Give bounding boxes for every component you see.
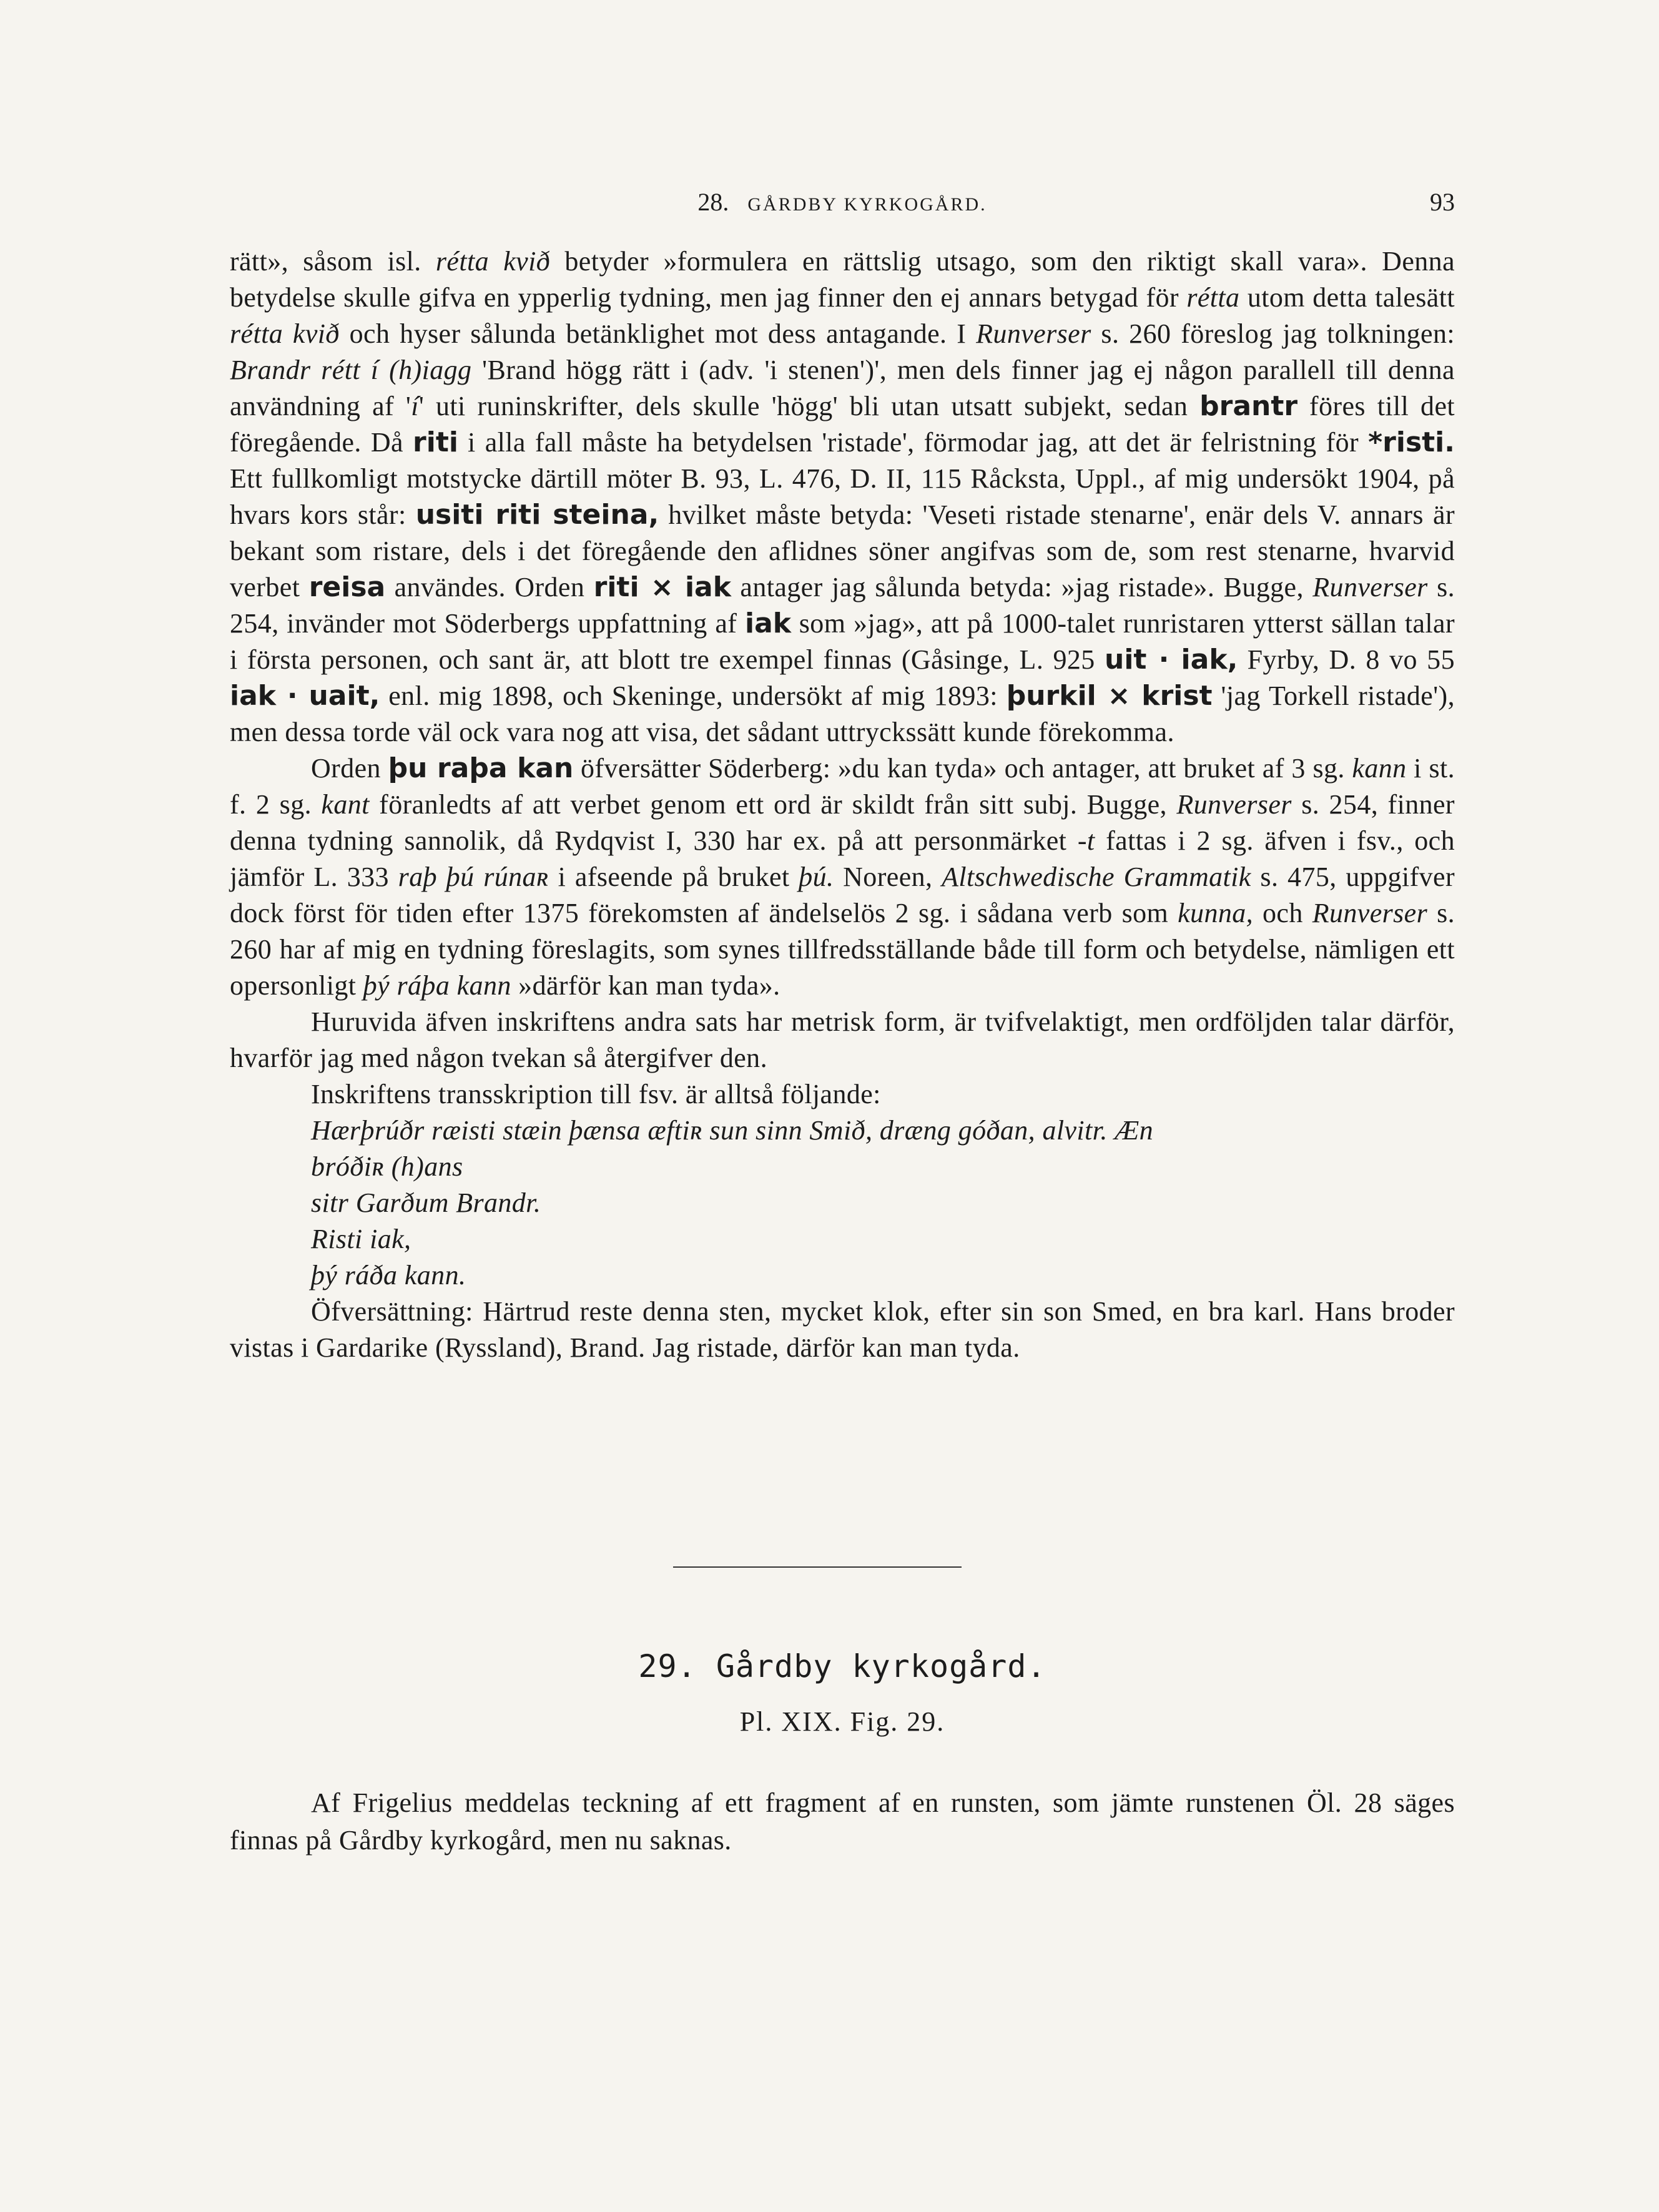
text-run: hvilket måste betyda: 'Veseti ristade stenarne', enär dels V. annars är bekant som ristare, dels i det föregående den aflidnes söner angifvas som de, som rest stenarne, hvarvid verbet [230,499,1455,602]
runic-transliteration: riti × iak [593,571,732,603]
italic-term: Runverser [1312,572,1428,602]
italic-term: kunna, [1178,898,1254,928]
text-run: och [1253,898,1312,928]
transcription-line: sitr Garðum Brandr. [311,1187,541,1218]
italic-term: raþ þú rúnaʀ [398,862,549,892]
text-run: Noreen, [834,862,942,892]
text-run: antager jag sålunda betyda: »jag ristade». Bugge, [731,572,1313,602]
italic-term: rétta kvið [230,318,340,349]
italic-term: í [411,391,419,421]
transcription-line: bróðiʀ (h)ans [311,1151,463,1182]
text-run: användes. Orden [385,572,594,602]
text-run: och hyser sålunda betänklighet mot dess antagande. I [339,318,977,349]
header-title-text: GÅRDBY KYRKOGÅRD. [747,194,987,215]
text-run: i alla fall måste ha betydelsen 'ristade', förmodar jag, att det är felristning för [458,427,1369,458]
header-section-number: 28. [697,188,729,216]
text-run: betyder »formulera en rättslig utsago, som den riktigt skall vara». Denna betydelse skulle gifva en ypperlig tydning, men jag finner den ej annars betygad för [230,246,1455,313]
paragraph-2 [230,750,1455,1004]
text-run: öfversätter Söderberg: »du kan tyda» och antager, att bruket af 3 sg. [573,753,1352,784]
transcription-line: þý ráða kann. [311,1260,466,1290]
text-run: rätt», såsom isl. [230,246,436,277]
runic-transliteration: *risti. [1368,426,1455,458]
italic-term: kann [1352,753,1407,784]
italic-term: Runverser [1312,898,1428,928]
italic-term: Runverser [1176,789,1292,820]
text-run: 'jag Torkell ristade'), men dessa torde väl ock vara nog att visa, det sådant uttryckssätt kunde förekomma. [230,681,1455,747]
italic-term: Altschwedische Grammatik [942,862,1251,892]
runic-transliteration: þurkil × krist [1006,680,1213,712]
translation-label: Öfversättning: [311,1296,473,1327]
runic-transliteration: uit · iak, [1105,644,1238,676]
text-run: s. 254, finner denna tydning sannolik, då Rydqvist I, 330 har ex. på att personmärket [230,789,1455,856]
runic-transliteration: iak · uait, [230,680,380,712]
text-run: s. 260 föreslog jag tolkningen: [1091,318,1455,349]
runic-transliteration: iak [745,607,792,639]
text-run: Inskriftens transskription till fsv. är alltså följande: [311,1079,881,1109]
text-run: Fyrby, D. 8 vo 55 [1238,644,1455,675]
italic-term: þý ráþa kann [363,970,511,1001]
italic-term: -t [1077,825,1095,856]
running-header [230,187,1455,225]
text-run: enl. mig 1898, och Skeninge, undersökt af mig 1893: [380,681,1007,711]
italic-term: kant [321,789,370,820]
text-run: fattas i 2 sg. äfven i fsv., och jämför L. 333 [230,825,1455,892]
italic-term: Brandr rétt í (h)iagg [230,355,472,385]
italic-term: Runverser [976,318,1091,349]
main-text [230,243,1455,1366]
transcription-block [230,1113,1455,1294]
text-run: som »jag», att på 1000-talet runristaren ytterst sällan talar i första personen, och sant är, att blott tre exempel finnas (Gåsinge, L. 925 [230,608,1455,675]
text-run: s. 260 har af mig en tydning föreslagits, som synes tillfredsställande både till form och betydelse, nämligen ett opersonligt [230,898,1455,1001]
section-29-title: 29. Gårdby kyrkogård. [638,1648,1046,1684]
text-run: 'Brand högg rätt i (adv. 'i stenen')', men dels finner jag ej någon parallell till denna användning af ' [230,355,1455,421]
paragraph-4 [230,1076,1455,1113]
transcription-line: Hærþrúðr ræisti stæin þænsa æftiʀ sun sinn Smið, dræng góðan, alvitr. Æn [311,1115,1154,1146]
text-run: Orden [311,753,388,784]
section-29-body [230,1784,1455,1859]
text-run: Huruvida äfven inskriftens andra sats har metrisk form, är tvifvelaktigt, men ordföljden talar därför, hvarför jag med någon tvekan så återgifver den. [230,1006,1455,1073]
paragraph-3 [230,1004,1455,1076]
translation-paragraph [230,1294,1455,1366]
text-run: utom detta talesätt [1239,282,1455,313]
section-divider [673,1566,962,1568]
runic-transliteration: þu raþa kan [388,752,574,784]
text-run: s. 254, invänder mot Söderbergs uppfattning af [230,572,1455,639]
translation-text: Härtrud reste denna sten, mycket klok, efter sin son Smed, en bra karl. Hans broder vistas i Gardarike (Ryssland), Brand. Jag ristade, därför kan man tyda. [230,1296,1455,1363]
runic-transliteration: riti [413,426,458,458]
paragraph-1 [230,243,1455,750]
text-run: »därför kan man tyda». [511,970,780,1001]
italic-term: rétta [1186,282,1240,313]
section-29-plate-reference: Pl. XIX. Fig. 29. [739,1706,945,1737]
transcription-line: Risti iak, [311,1224,411,1254]
text-run: ' uti runinskrifter, dels skulle 'högg' bli utan utsatt subjekt, sedan [418,391,1200,421]
text-run: föres till det föregående. Då [230,391,1455,458]
runic-transliteration: usiti riti steina, [415,499,659,531]
text-run: Ett fullkomligt motstycke därtill möter B. 93, L. 476, D. II, 115 Råcksta, Uppl., af mig undersökt 1904, på hvars kors står: [230,463,1455,530]
runic-transliteration: brantr [1199,390,1298,422]
running-title [230,187,1455,217]
italic-term: þú. [799,862,834,892]
section-29-paragraph: Af Frigelius meddelas teckning af ett fragment af en runsten, som jämte runstenen Öl. 28 säges finnas på Gårdby kyrkogård, men nu saknas. [230,1787,1455,1856]
text-run: föranledts af att verbet genom ett ord är skildt från sitt subj. Bugge, [369,789,1177,820]
text-run: i afseende på bruket [548,862,799,892]
italic-term: rétta kvið [435,246,551,277]
text-run: s. 475, uppgifver dock först för tiden efter 1375 förekomsten af ändelselös 2 sg. i sådana verb som [230,862,1455,928]
page-number: 93 [1430,188,1455,216]
runic-transliteration: reisa [308,571,386,603]
text-run: i st. f. 2 sg. [230,753,1455,820]
